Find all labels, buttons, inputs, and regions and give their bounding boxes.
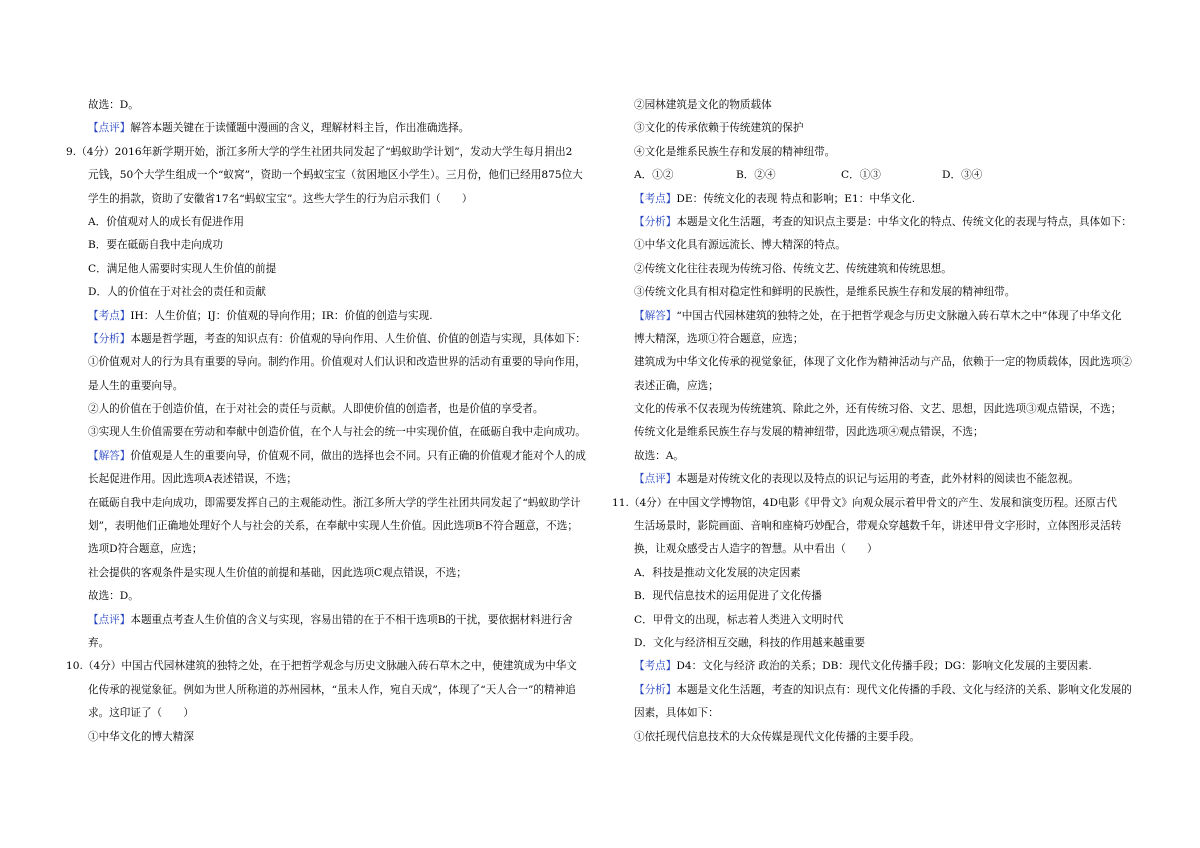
text-line [612,421,1146,444]
annotated-line [66,609,592,632]
line-text: ①依托现代信息技术的大众传媒是现代文化传播的主要手段。 [634,730,921,743]
line-text: ②传统文化往往表现为传统习俗、传统文艺、传统建筑和传统思想。 [634,262,952,275]
section-tag: 【解答】 [88,449,131,462]
line-text: 博大精深，选项①符合题意，应选； [634,332,804,345]
line-text: IH：人生价值；IJ：价值观的导向作用；IR：价值的创造与实现. [130,309,433,322]
text-line [612,702,1146,725]
text-line [612,492,1146,515]
line-text: 价值观是人生的重要向导，价值观不同，做出的选择也会不同。只有正确的价值观才能对个人的成 [130,449,586,462]
answer-option: C．①③ [841,169,881,182]
text-line [612,609,1146,632]
line-text: B．现代信息技术的运用促进了文化传播 [634,590,822,603]
left-column [66,94,592,749]
text-line [66,655,592,678]
text-line [66,585,592,608]
line-text: 社会提供的客观条件是实现人生价值的前提和基础，因此选项C观点错误，不选； [88,566,467,579]
line-text: ③文化的传承依赖于传统建筑的保护 [634,122,804,135]
right-column [612,94,1146,749]
line-text: 换，让观众感受古人造字的智慧。从中看出（ ） [634,543,878,556]
line-text: D．文化与经济相互交融，科技的作用越来越重要 [634,636,865,649]
text-line [66,258,592,281]
text-line [612,445,1146,468]
text-line [612,632,1146,655]
line-text: 故选：D。 [88,590,139,603]
text-line [66,421,592,444]
section-tag: 【考点】 [634,660,677,673]
line-text: A．科技是推动文化发展的决定因素 [634,566,801,579]
text-line [612,351,1146,374]
line-text: 本题是哲学题，考查的知识点有：价值观的导向作用、人生价值、价值的创造与实现，具体如下： [130,332,586,345]
text-line [612,726,1146,749]
annotated-line [66,117,592,140]
text-line [612,117,1146,140]
text-line [612,398,1146,421]
line-text: 学生的捐款，资助了安徽省17名“蚂蚁宝宝”。这些大学生的行为启示我们（ ） [88,192,473,205]
text-line [66,375,592,398]
section-tag: 【分析】 [634,215,677,228]
line-text: 本题是文化生活题，考查的知识点主要是：中华文化的特点、传统文化的表现与特点，具体如下： [676,215,1132,228]
line-text: ②园林建筑是文化的物质载体 [634,99,772,111]
text-line [66,468,592,491]
answer-option: D．③④ [942,169,983,182]
line-text: 划”，表明他们正确地处理好个人与社会的关系，在奉献中实现人生价值。因此选项B不符合题意，不选； [88,520,578,533]
text-line [66,632,592,655]
text-line [612,562,1146,585]
text-line [66,164,592,187]
text-line [612,538,1146,561]
line-text: 长起促进作用。因此选项A表述错误，不选； [88,473,297,486]
annotated-line [612,679,1146,702]
line-text: 因素，具体如下： [634,707,719,720]
text-line [66,141,592,164]
answer-option: A．①② [634,169,674,182]
line-text: 故选：A。 [634,449,685,462]
text-line [612,141,1146,164]
line-text: A．价值观对人的成长有促进作用 [88,215,244,228]
line-text: ③传统文化具有相对稳定性和鲜明的民族性，是维系民族生存和发展的精神纽带。 [634,286,1016,299]
line-text: C．满足他人需要时实现人生价值的前提 [88,262,277,275]
line-text: D．人的价值在于对社会的责任和贡献 [88,286,266,299]
line-text: 本题重点考查人生价值的含义与实现，容易出错的在于不相干选项B的干扰，要依据材料进行舍 [130,613,573,626]
annotated-line [66,305,592,328]
text-line [612,281,1146,304]
text-line [66,281,592,304]
text-line [66,351,592,374]
text-line [612,515,1146,538]
line-text: C．甲骨文的出现，标志着人类进入文明时代 [634,613,844,626]
line-text: 化传承的视觉象征。例如为世人所称道的苏州园林，“虽未人作，宛自天成”，体现了“天人合一”的精神追 [88,683,576,696]
line-text: 故选：D。 [88,99,139,111]
line-text: 本题是文化生活题，考查的知识点有：现代文化传播的手段、文化与经济的关系、影响文化发展的 [676,683,1132,696]
annotated-line [612,468,1146,491]
line-text: 传统文化是维系民族生存与发展的精神纽带，因此选项④观点错误，不选； [634,426,984,439]
section-tag: 【点评】 [634,473,677,486]
line-text: 建筑成为中华文化传承的视觉象征，体现了文化作为精神活动与产品，依赖于一定的物质载体，因此选项② [634,356,1132,369]
annotated-line [612,211,1146,234]
section-tag: 【考点】 [88,309,131,322]
line-text: ①中华文化具有源远流长、博大精深的特点。 [634,239,846,252]
text-line [612,328,1146,351]
line-text: 求。这印证了（ ） [88,707,194,720]
line-text: ①中华文化的博大精深 [88,730,194,743]
line-text: 在砥砺自我中走向成功，即需要发挥自己的主观能动性。浙江多所大学的学生社团共同发起了“蚂蚁助学计 [88,496,581,509]
section-tag: 【考点】 [634,192,677,205]
annotated-line [612,655,1146,678]
line-text: 11.（4分）在中国文学博物馆，4D电影《甲骨文》向观众展示着甲骨文的产生、发展和演变历程。还原古代 [612,496,1117,509]
section-tag: 【点评】 [88,613,131,626]
line-text: 本题是对传统文化的表现以及特点的识记与运用的考查，此外材料的阅读也不能忽视。 [676,473,1079,486]
text-line [66,702,592,725]
section-tag: 【分析】 [634,683,677,696]
line-text: 文化的传承不仅表现为传统建筑、除此之外，还有传统习俗、文艺、思想，因此选项③观点错误，不选； [634,403,1122,416]
line-text: ①价值观对人的行为具有重要的导向。制约作用。价值观对人们认识和改造世界的活动有重要的导向作用， [88,356,586,369]
line-text: 选项D符合题意，应选； [88,543,203,556]
text-line [612,94,1146,117]
text-line [66,211,592,234]
line-text: 9.（4分）2016年新学期开始，浙江多所大学的学生社团共同发起了“蚂蚁助学计划”，发动大学生每月捐出2 [66,145,573,158]
line-text: 解答本题关键在于读懂题中漫画的含义，理解材料主旨，作出准确选择。 [130,122,470,135]
text-line [66,188,592,211]
line-text: 生活场景时，影院画面、音响和座椅巧妙配合，带观众穿越数千年，讲述甲骨文字形时，立体图形灵活转 [634,520,1122,533]
text-line [66,679,592,702]
annotated-line [66,445,592,468]
section-tag: 【分析】 [88,332,131,345]
line-text: ③实现人生价值需要在劳动和奉献中创造价值，在个人与社会的统一中实现价值，在砥砺自我中走向成功。 [88,426,586,439]
line-text: D4：文化与经济 政治的关系；DB：现代文化传播手段；DG：影响文化发展的主要因素. [676,660,1092,673]
text-line [66,562,592,585]
line-text: 10.（4分）中国古代园林建筑的独特之处，在于把哲学观念与历史文脉融入砖石草木之中，使建筑成为中华文 [66,660,577,673]
text-line [612,585,1146,608]
text-line [612,234,1146,257]
line-text: ④文化是维系民族生存和发展的精神纽带。 [634,145,836,158]
annotated-line [612,305,1146,328]
answer-option: B．②④ [736,169,776,182]
text-line [66,515,592,538]
line-text: 表述正确，应选； [634,379,719,392]
line-text: 是人生的重要向导。 [88,379,184,392]
section-tag: 【解答】 [634,309,677,322]
line-text: B．要在砥砺自我中走向成功 [88,239,223,252]
text-line [66,94,592,117]
text-line [612,375,1146,398]
annotated-line [612,188,1146,211]
line-text: DE：传统文化的表现 特点和影响；E1：中华文化. [676,192,916,205]
section-tag: 【点评】 [88,122,131,135]
line-text: ②人的价值在于创造价值，在于对社会的责任与贡献。人即使价值的创造者，也是价值的享受者。 [88,403,544,416]
text-line [66,492,592,515]
line-text: 弃。 [88,636,110,649]
text-line [66,538,592,561]
text-line [66,726,592,749]
text-line [66,234,592,257]
line-text: 元钱，50个大学生组成一个“蚁窝”，资助一个蚂蚁宝宝（贫困地区小学生）。三月份，他们已经用875位大 [88,169,583,182]
annotated-line [66,328,592,351]
line-text: “中国古代园林建筑的独特之处，在于把哲学观念与历史文脉融入砖石草木之中”体现了中华文化 [676,309,1122,322]
answer-options-row [612,164,1146,187]
text-line [612,258,1146,281]
text-line [66,398,592,421]
